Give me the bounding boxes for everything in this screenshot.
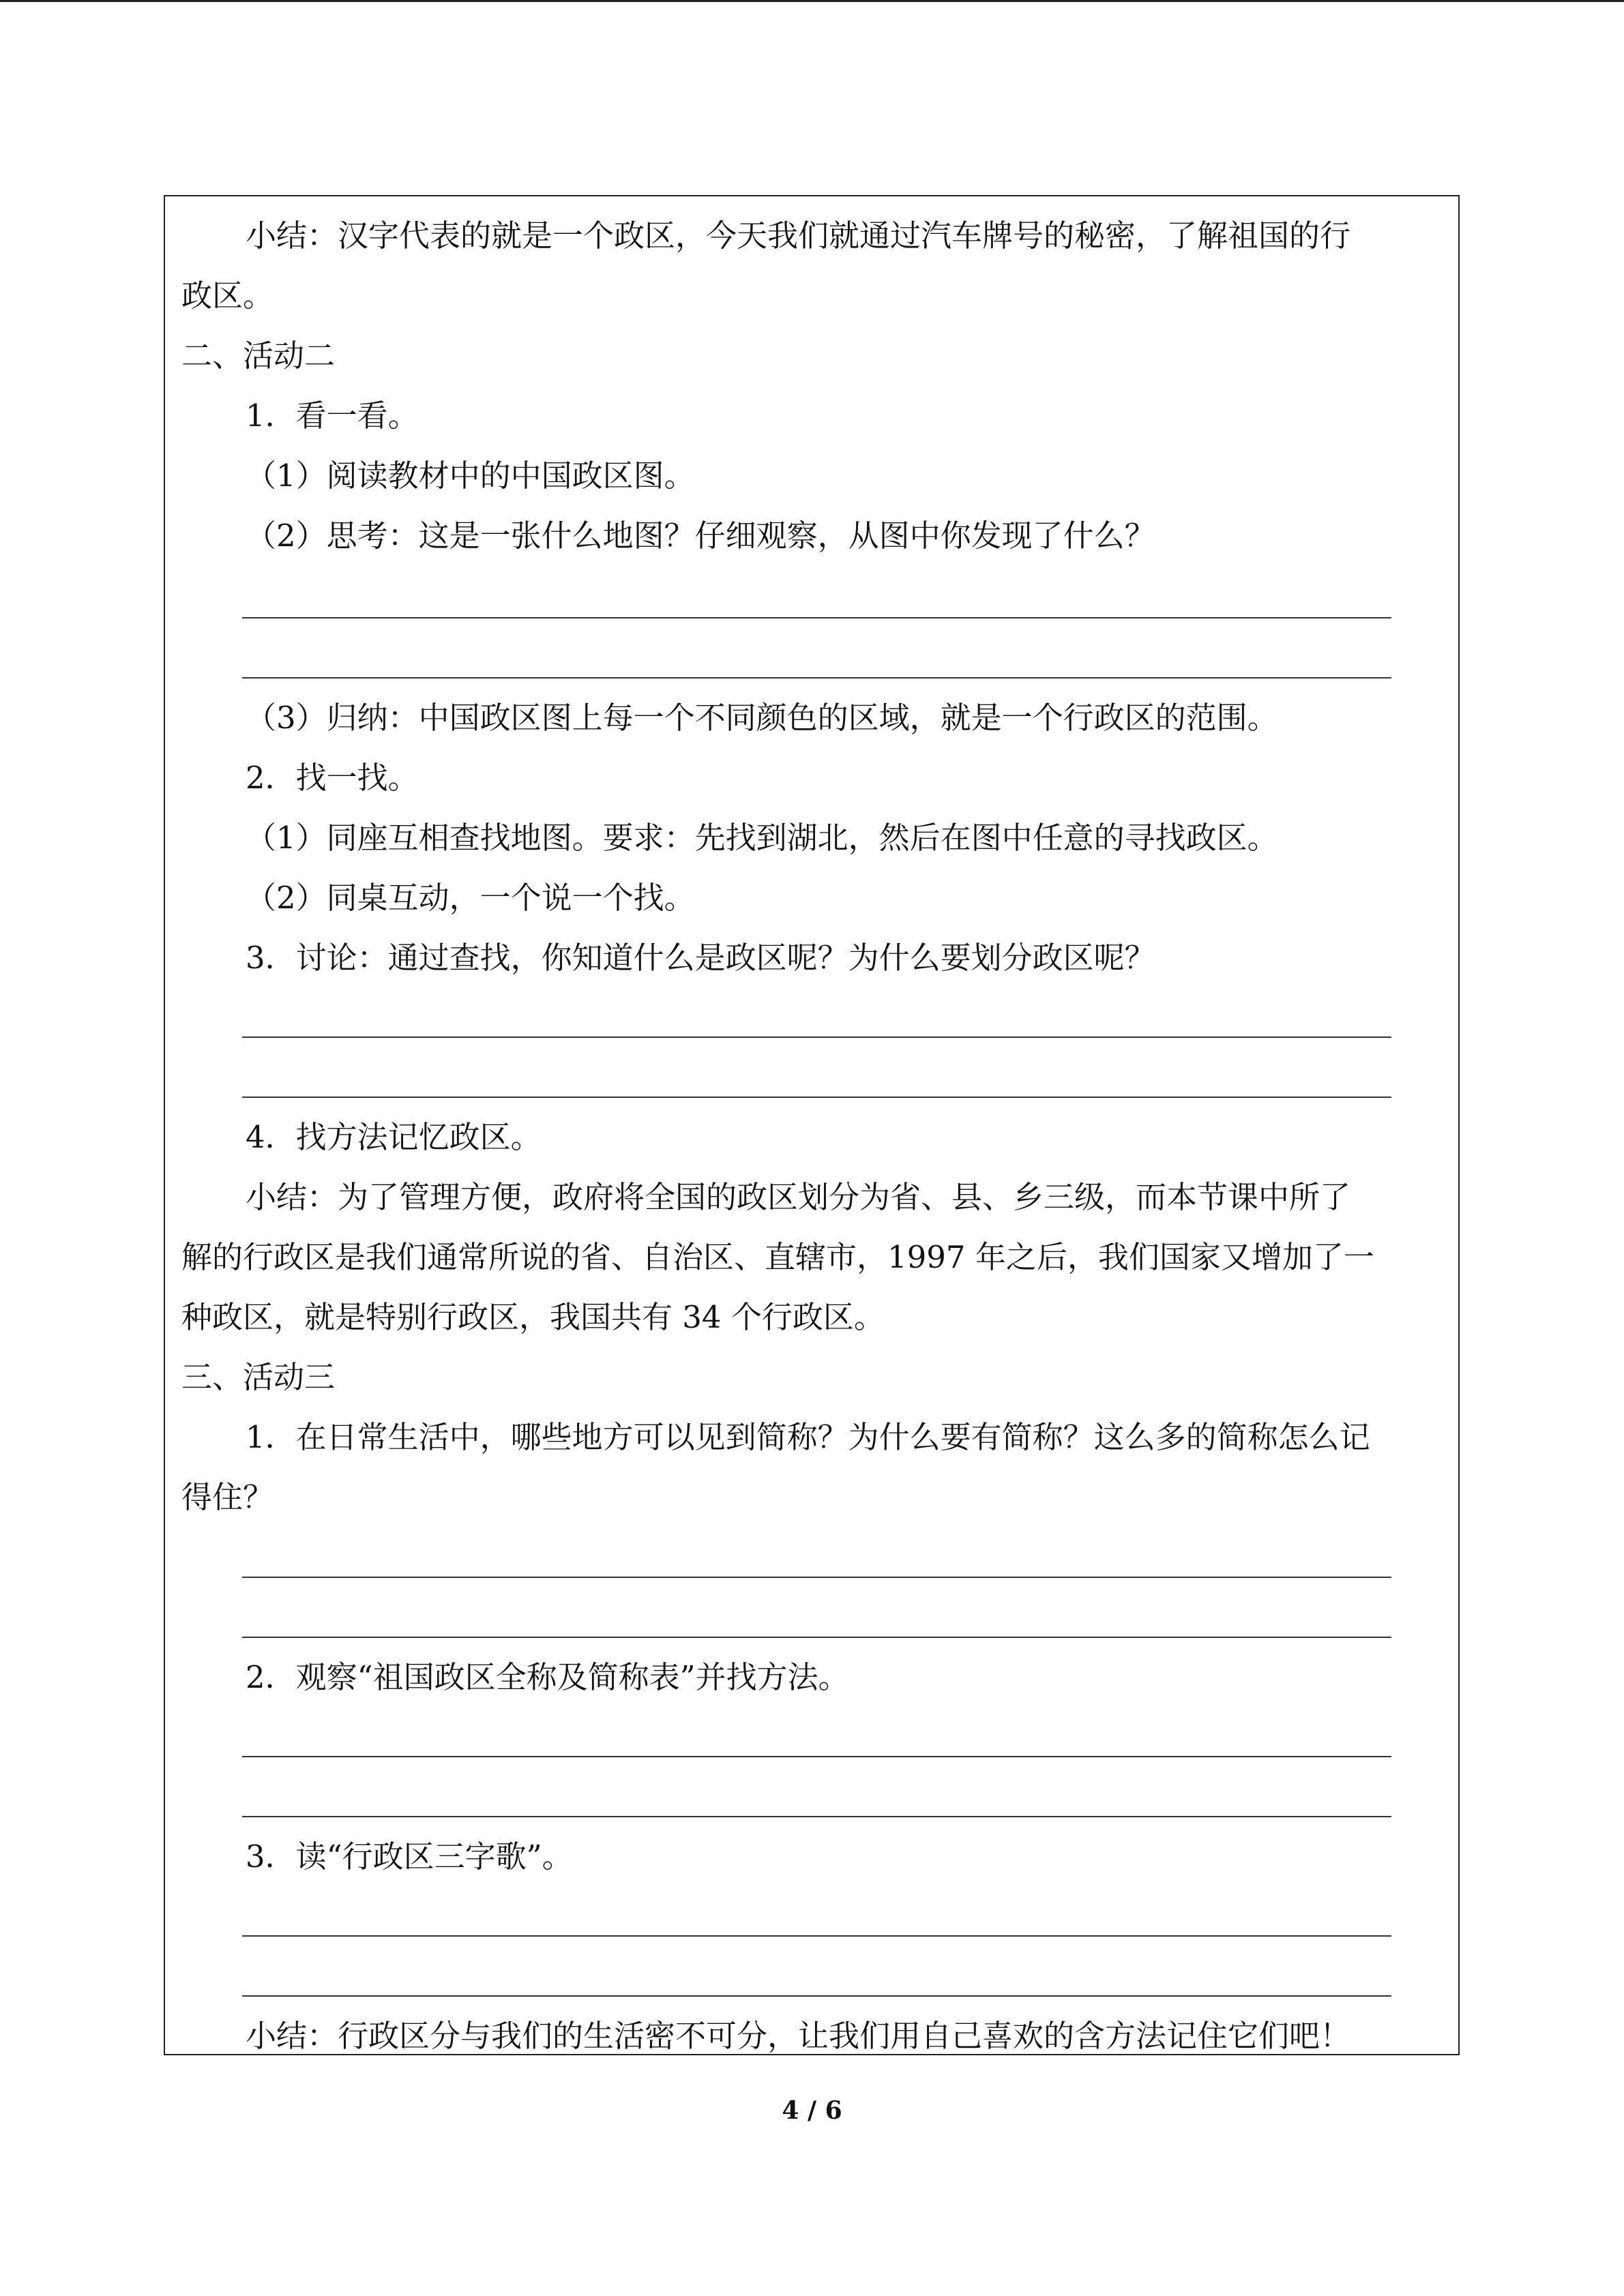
answer-line (242, 617, 1391, 618)
activity-2-item-3: 3．讨论：通过查找，你知道什么是政区呢？为什么要划分政区呢？ (246, 940, 1155, 976)
answer-line (242, 1816, 1391, 1817)
summary-3: 小结：行政区分与我们的生活密不可分，让我们用自己喜欢的含方法记住它们吧！ (246, 2018, 1351, 2054)
answer-line (242, 1756, 1391, 1757)
summary-1-line-2: 政区。 (181, 278, 274, 314)
summary-2-line-2: 解的行政区是我们通常所说的省、自治区、直辖市，1997 年之后，我们国家又增加了一 (181, 1239, 1374, 1275)
activity-3-item-3: 3．读“行政区三字歌”。 (246, 1838, 573, 1875)
answer-line (242, 1935, 1391, 1937)
summary-2-line-1: 小结：为了管理方便，政府将全国的政区划分为省、县、乡三级，而本节课中所了 (246, 1179, 1351, 1215)
answer-line (242, 1995, 1391, 1997)
activity-2-item-1-1: （1）阅读教材中的中国政区图。 (246, 458, 695, 494)
answer-line (242, 1097, 1391, 1098)
summary-1-line-1: 小结：汉字代表的就是一个政区，今天我们就通过汽车牌号的秘密，了解祖国的行 (246, 218, 1351, 254)
page-number: 4 / 6 (782, 2096, 842, 2125)
summary-2-line-3: 种政区，就是特别行政区，我国共有 34 个行政区。 (181, 1299, 885, 1335)
section-3-heading: 三、活动三 (181, 1359, 336, 1395)
activity-2-item-2-2: （2）同桌互动，一个说一个找。 (246, 880, 695, 916)
activity-3-item-1-line-2: 得住？ (181, 1479, 274, 1515)
activity-2-item-1: 1．看一看。 (246, 398, 419, 434)
activity-3-item-1-line-1: 1．在日常生活中，哪些地方可以见到简称？为什么要有简称？这么多的简称怎么记 (246, 1419, 1370, 1455)
answer-line (242, 677, 1391, 679)
activity-2-item-1-2: （2）思考：这是一张什么地图？仔细观察，从图中你发现了什么？ (246, 518, 1155, 554)
answer-line (242, 1037, 1391, 1038)
activity-2-item-2: 2．找一找。 (246, 760, 419, 796)
answer-line (242, 1637, 1391, 1638)
section-2-heading: 二、活动二 (181, 338, 336, 374)
activity-3-item-2: 2．观察“祖国政区全称及简称表”并找方法。 (246, 1659, 849, 1695)
activity-2-item-1-3: （3）归纳：中国政区图上每一个不同颜色的区域，就是一个行政区的范围。 (246, 700, 1278, 736)
activity-2-item-4: 4．找方法记忆政区。 (246, 1119, 542, 1155)
top-border-line (0, 0, 1624, 2)
activity-2-item-2-1: （1）同座互相查找地图。要求：先找到湖北，然后在图中任意的寻找政区。 (246, 820, 1278, 856)
answer-line (242, 1577, 1391, 1578)
